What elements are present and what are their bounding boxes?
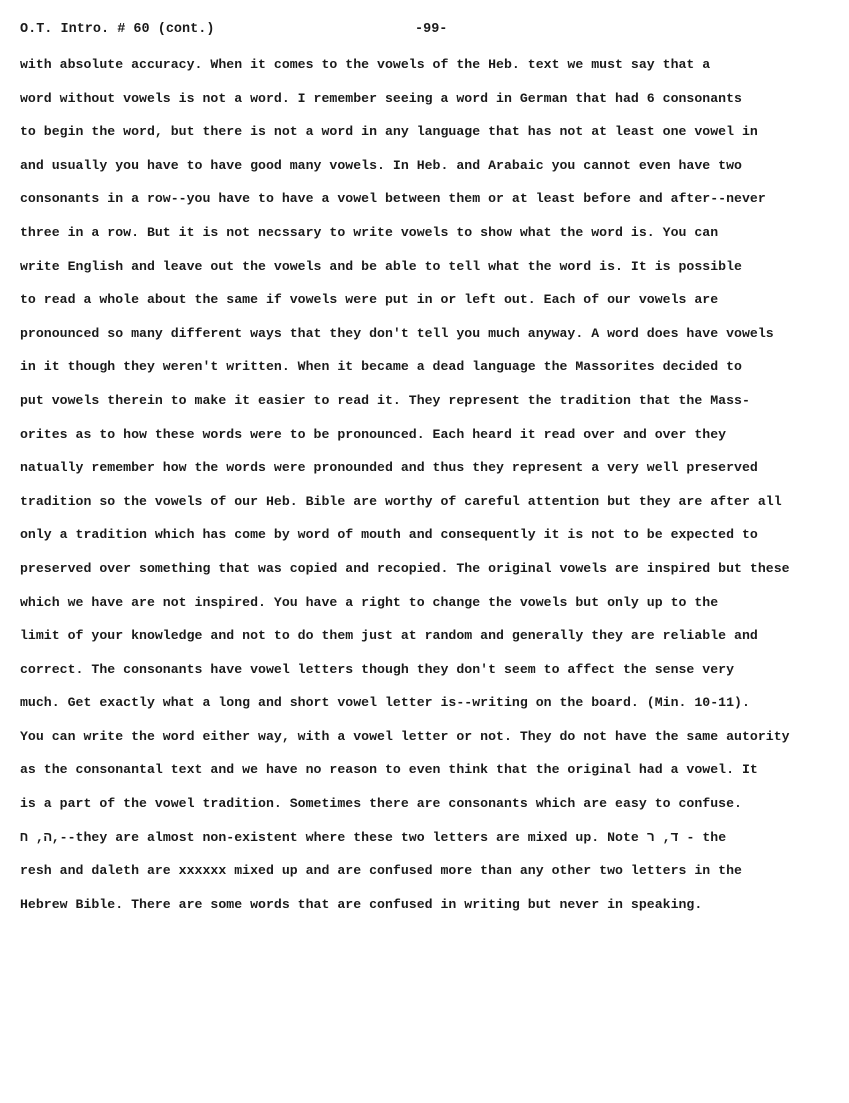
text-line: only a tradition which has come by word of mouth and consequently it is not to be expected to xyxy=(20,527,758,543)
text-line: natually remember how the words were pronounded and thus they represent a very well preserved xyxy=(20,460,758,476)
text-line: orites as to how these words were to be pronounced. Each heard it read over and over they xyxy=(20,426,727,442)
page-header xyxy=(20,22,829,42)
text-line: much. Get exactly what a long and short vowel letter is--writing on the board. (Min. 10-11). xyxy=(20,695,750,711)
text-line: which we have are not inspired. You have a right to change the vowels but only up to the xyxy=(20,594,719,610)
text-line: as the consonantal text and we have no reason to even think that the original had a vowel. It xyxy=(20,762,758,778)
text-line: pronounced so many different ways that they don't tell you much anyway. A word does have vowels xyxy=(20,325,774,341)
text-line: word without vowels is not a word. I remember seeing a word in German that had 6 consonants xyxy=(20,90,742,106)
text-line: and usually you have to have good many vowels. In Heb. and Arabaic you cannot even have two xyxy=(20,157,742,173)
lecture-title: O.T. Intro. # 60 (cont.) xyxy=(20,22,215,37)
text-line: in it though they weren't written. When it became a dead language the Massorites decided to xyxy=(20,359,742,375)
text-line: to begin the word, but there is not a word in any language that has not at least one vowel in xyxy=(20,124,758,140)
text-line: preserved over something that was copied and recopied. The original vowels are inspired but these xyxy=(20,560,790,576)
text-line: consonants in a row--you have to have a vowel between them or at least before and after--never xyxy=(20,191,766,207)
text-line: correct. The consonants have vowel letters though they don't seem to affect the sense very xyxy=(20,661,735,677)
text-line: resh and daleth are xxxxxx mixed up and are confused more than any other two letters in the xyxy=(20,863,742,879)
text-line: to read a whole about the same if vowels were put in or left out. Each of our vowels are xyxy=(20,292,719,308)
body-text xyxy=(20,55,844,928)
page-number: -99- xyxy=(415,22,448,37)
text-line: limit of your knowledge and not to do them just at random and generally they are reliable and xyxy=(20,628,758,644)
text-line: is a part of the vowel tradition. Sometimes there are consonants which are easy to confuse. xyxy=(20,796,742,812)
text-line: tradition so the vowels of our Heb. Bible are worthy of careful attention but they are after all xyxy=(20,493,782,509)
text-line: put vowels therein to make it easier to read it. They represent the tradition that the Mass- xyxy=(20,392,750,408)
text-line: You can write the word either way, with a vowel letter or not. They do not have the same autority xyxy=(20,728,790,744)
text-line: write English and leave out the vowels and be able to tell what the word is. It is possible xyxy=(20,258,742,274)
text-line: Hebrew Bible. There are some words that are confused in writing but never in speaking. xyxy=(20,896,703,912)
text-line: with absolute accuracy. When it comes to the vowels of the Heb. text we must say that a xyxy=(20,57,711,72)
text-line: three in a row. But it is not necssary to write vowels to show what the word is. You can xyxy=(20,224,719,240)
text-line: ה, ח,--they are almost non-existent where these two letters are mixed up. Note ד, ר - the xyxy=(20,829,727,845)
